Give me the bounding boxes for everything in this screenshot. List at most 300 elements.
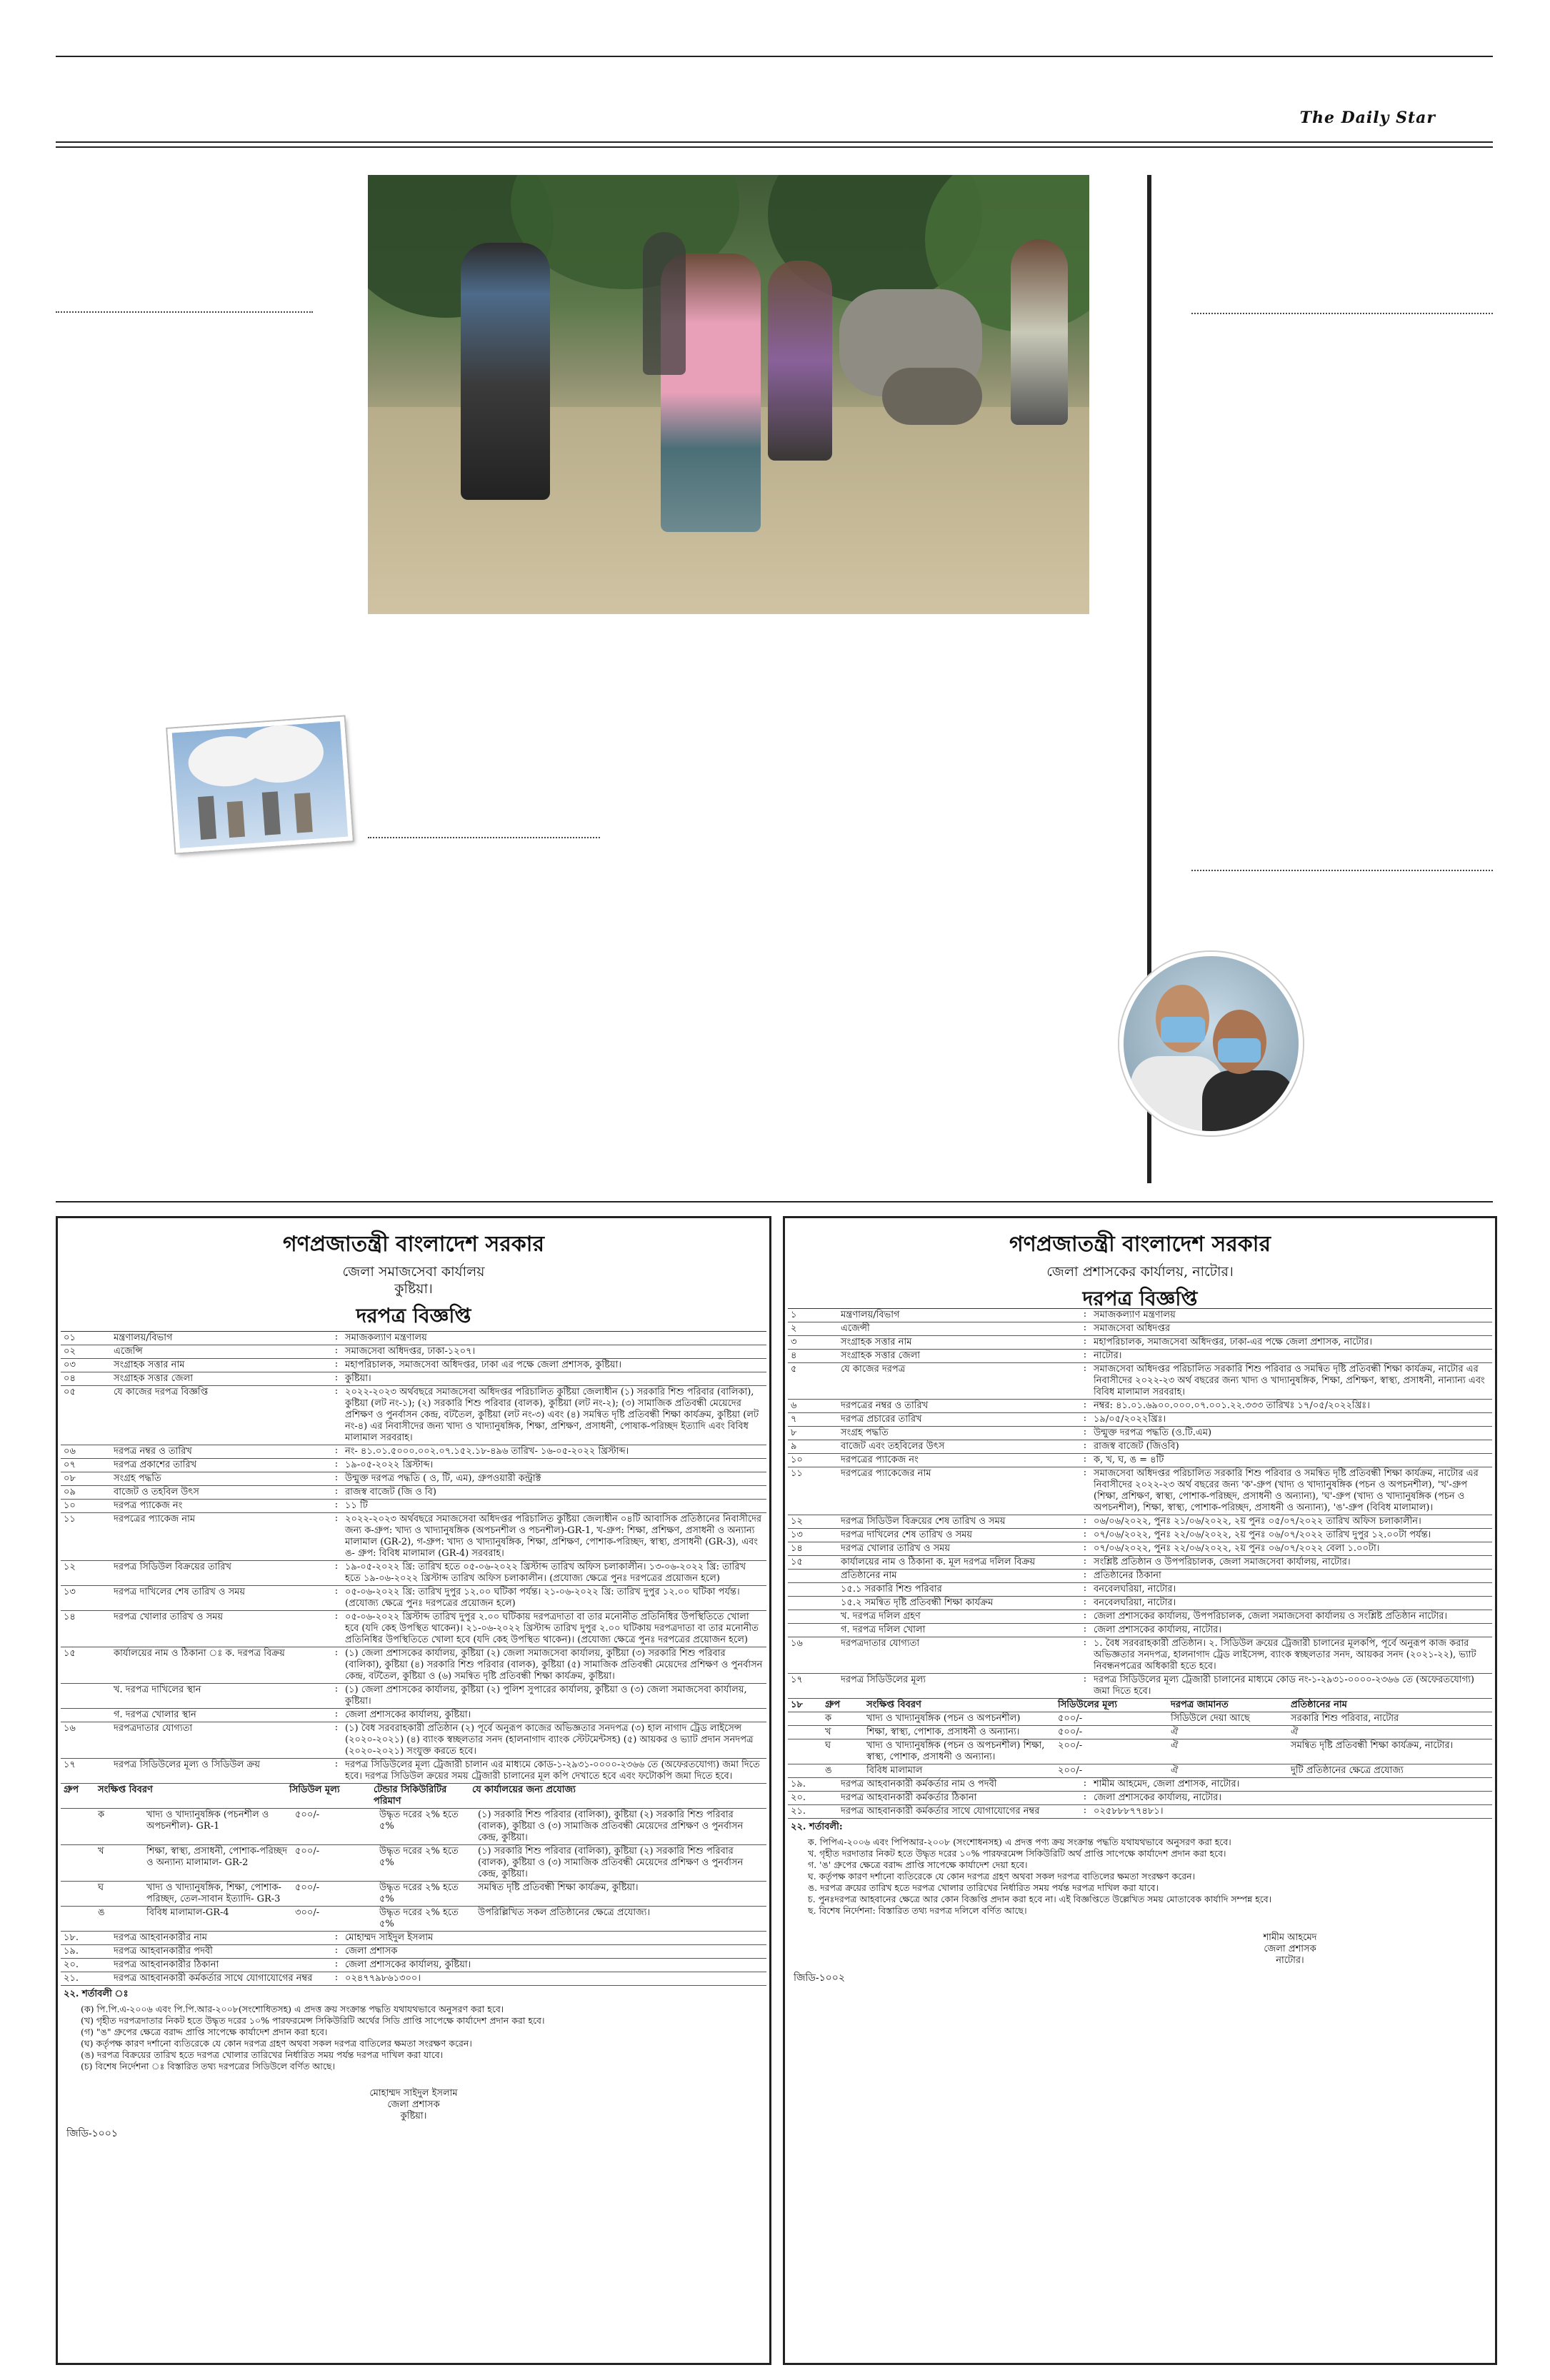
row-label: দরপত্র দাখিলের শেষ তারিখ ও সময় — [841, 1530, 973, 1540]
group-row — [61, 1845, 766, 1882]
row-separator: : — [334, 1611, 339, 1622]
row-number: ১৩ — [791, 1530, 803, 1540]
newspaper-logo: The Daily Star — [1299, 109, 1436, 127]
row-label: সংগ্রাহক সত্তার নাম — [841, 1337, 912, 1347]
row-separator: : — [1083, 1363, 1087, 1374]
tender-notice-kushtia — [56, 1216, 771, 2365]
row-number — [788, 1583, 838, 1596]
table-row — [61, 1386, 766, 1445]
row-value: দরপত্র সিডিউলের মূল্য ট্রেজারী চালান এর মাধ্যমে কোড-১-২৯৩১-০০০০-২৩৬৬ তে (অফেরতযোগ্য) জমা দিতে হবে। দরপত্র সিডিউল ক্রয়ের সময় ট্রেজারী চালানের মূল কপি দেখাতে হবে এবং ফটোকপি জমা দিতে হবে। — [345, 1759, 760, 1782]
table-row — [61, 1586, 766, 1611]
group-cell-s: ঐ — [1171, 1740, 1179, 1751]
row-label: দরপত্র আহবানকারী কর্মকর্তার সাথে যোগাযোগের নম্বর — [114, 1973, 313, 1984]
row-separator: : — [1083, 1529, 1087, 1540]
group-row — [788, 1726, 1492, 1739]
row-separator: : — [334, 1709, 339, 1719]
row-separator: : — [1083, 1805, 1087, 1816]
table-row — [788, 1597, 1492, 1610]
row-value: নাটোর। — [1094, 1350, 1122, 1361]
group-cell-s: উদ্ধৃত দরের ২% হতে ৫% — [379, 1809, 459, 1832]
group-cell-s: ঐ — [1171, 1727, 1179, 1737]
row-separator: : — [334, 1372, 339, 1383]
group-cell-o: উপরিল্লিখিত সকল প্রতিষ্ঠানের ক্ষেত্রে প্রযোজ্য। — [478, 1907, 651, 1918]
row-separator: : — [334, 1445, 339, 1456]
table-row — [61, 1513, 766, 1561]
row-number: ১০ — [64, 1500, 76, 1511]
row-label: দরপত্র খোলার তারিখ ও সময় — [114, 1612, 224, 1622]
row-value: সমাজকল্যাণ মন্ত্রণালয় — [1094, 1310, 1176, 1320]
row-value: ক, খ, ঘ, ঙ = ৪টি — [1094, 1455, 1164, 1465]
row-label: এজেন্সী — [841, 1323, 870, 1334]
condition-item: (গ) "ঙ" গ্রুপের ক্ষেত্রে বরাদ্দ প্রাপ্তি সাপেক্ষে কার্যাদেশ প্রদান করা হবে। — [81, 2027, 328, 2037]
row-number: ১৩ — [64, 1587, 76, 1597]
row-value: মোহাম্মদ সাইদুল ইসলাম — [345, 1932, 434, 1943]
table-row — [61, 1445, 766, 1459]
row-value: রাজস্ব বাজেট (জিওবি) — [1094, 1441, 1179, 1452]
row-value: জেলা প্রশাসকের কার্যালয়, কুষ্টিয়া। — [345, 1959, 471, 1970]
group-cell-o: সমন্বিত দৃষ্টি প্রতিবন্ধী শিক্ষা কার্যক্রম, কুষ্টিয়া। — [478, 1882, 639, 1893]
table-row — [788, 1674, 1492, 1699]
row-separator: : — [1083, 1556, 1087, 1567]
row-separator: : — [1083, 1440, 1087, 1451]
row-value: জেলা প্রশাসকের কার্যালয়, উপপরিচালক, জেলা সমাজসেবা কার্যালয় ও সংশ্লিষ্ট প্রতিষ্ঠান নাটোর। — [1094, 1611, 1448, 1622]
row-value: ০৬/০৬/২০২২, পুনঃ ২১/০৬/২০২২, ২য় পুনঃ ০৫/০৭/২০২২ তারিখ অফিস চলাকালীন। — [1094, 1516, 1421, 1527]
tender-title: দরপত্র বিজ্ঞপ্তি — [1082, 1287, 1198, 1310]
row-number — [788, 1597, 838, 1610]
condition-item: (খ) গৃহীত দরপত্রদাতার নিকট হতে উদ্ধৃত দরের ১০% পারফরমেন্স সিকিউরিটি অর্থের সিডি প্রাপ্তি সাপেক্ষে কার্যাদেশ প্রদান করা হবে। — [81, 2015, 545, 2026]
table-row — [788, 1322, 1492, 1336]
table-row — [788, 1454, 1492, 1467]
row-value: ১৯-০৫-২০২২ খ্রি: তারিখ হতে ০৫-০৬-২০২২ খ্রিস্টাব্দ তারিখ অফিস চলাকালীন। ১৩-০৬-২০২২ খ্রি: তারিখ হতে ১৯-০৬-২০২২ খ্রিস্টাব্দ তারিখ অফিস চলাকালীন। (প্রযোজ্য ক্ষেত্রে পুনঃ দরপত্রের প্রয়োজন হলে) — [345, 1562, 746, 1584]
table-row — [61, 1345, 766, 1359]
row-label: কার্যালয়ের নাম ও ঠিকানা ঃ ক. দরপত্র বিক্রয় — [114, 1648, 285, 1659]
row-number: ০৪ — [64, 1373, 76, 1384]
row-separator: : — [334, 1722, 339, 1733]
row-label: দরপত্রের প্যাকেজ নাম — [114, 1514, 196, 1525]
group-cell-o: (১) সরকারি শিশু পরিবার (বালিকা), কুষ্টিয়া (২) সরকারি শিশু পরিবার (বালক), কুষ্টিয়া ও (৩) সামাজিক প্রতিবন্ধী মেয়েদের প্রশিক্ষণ ও পুনর্বাসন কেন্দ্র, কুষ্টিয়া। — [478, 1809, 744, 1843]
table-row — [788, 1440, 1492, 1454]
row-number: ১৯. — [64, 1946, 79, 1957]
row-separator: : — [1083, 1637, 1087, 1648]
table-row — [61, 1472, 766, 1486]
group-cell-g: ঘ — [98, 1882, 104, 1893]
top-rule — [56, 56, 1493, 57]
row-number: ১১ — [64, 1514, 76, 1525]
row-number — [61, 1709, 111, 1722]
row-separator: : — [1083, 1610, 1087, 1621]
row-separator: : — [334, 1561, 339, 1572]
row-label: ১৫.১ সরকারি শিশু পরিবার — [841, 1584, 942, 1595]
signature-block — [61, 2088, 766, 2122]
group-cell-o: সরকারি শিশু পরিবার, নাটোর — [1291, 1713, 1399, 1724]
signature-line: কুষ্টিয়া। — [400, 2111, 427, 2122]
row-value: (১) বৈধ সরবরাহকারী প্রতিষ্ঠান (২) পূর্বে অনুরূপ কাজের অভিজ্ঞতার সনদপত্র (৩) হাল নাগাদ ট্রেড লাইসেন্স (২০২০-২০২১) (৪) ব্যাংক স্বচ্ছলতার সনদ (হালনাগাদ ব্যাংক স্টেটমেন্টসহ) (৫) আয়কর ও ভ্যাট প্রদান সনদপত্র (২০২০-২০২১) সংযুক্ত করতে হবে। — [345, 1723, 754, 1757]
table-row — [61, 1332, 766, 1345]
row-number: ০৮ — [64, 1473, 76, 1484]
row-value: ১১ টি — [345, 1500, 368, 1511]
masked-men-portrait — [1119, 952, 1303, 1135]
row-separator: : — [334, 1459, 339, 1470]
row-separator: : — [1083, 1322, 1087, 1333]
row-value: ২০২২-২০২৩ অর্থবছরে সমাজসেবা অধিদপ্তর পরিচালিত কুষ্টিয়া জেলাধীন (১) সরকারি শিশু পরিবার (বালিকা), কুষ্টিয়া (লট নং-১); (২) সরকারি শিশু পরিবার (বালক), কুষ্টিয়া (লট নং-২); (৩) সামাজিক প্রতিবন্ধী মেয়েদের প্রশিক্ষণ ও পুনর্বাসন কেন্দ্র, বটতৈল, কুষ্টিয়া (লট নং-৩) এবং (৪) সমন্বিত দৃষ্টি প্রতিবন্ধী শিক্ষা কার্যক্রম, কুষ্টিয়া (লট নং-৪) এর নিবাসীদের জন্য খাদ্য ও খাদ্যানুষঙ্গিক, শিক্ষা, প্রশিক্ষণ, প্রসাধনী, পোষাক-পরিচ্ছদ ইত্যাদি এবং বিবিধ মালামাল সরবরাহ। — [345, 1387, 759, 1443]
row-number: ১৯. — [791, 1779, 806, 1789]
row-number — [788, 1624, 838, 1637]
row-separator: : — [334, 1386, 339, 1397]
row-separator: : — [334, 1332, 339, 1342]
row-separator: : — [334, 1932, 339, 1942]
group-cell-d: বিবিধ মালামাল — [866, 1765, 923, 1776]
group-cell-p: ৫০০/- — [1058, 1713, 1083, 1724]
conditions-label: ২২. শর্তাবলী ঃ — [64, 1989, 129, 1999]
group-row — [61, 1907, 766, 1932]
row-separator: : — [1083, 1570, 1087, 1580]
row-number — [61, 1684, 111, 1708]
row-separator: : — [1083, 1515, 1087, 1526]
row-separator: : — [1083, 1674, 1087, 1684]
group-header-cell: গ্রুপ — [825, 1699, 841, 1710]
row-number: ১৬ — [791, 1638, 803, 1649]
group-cell-g: ক — [98, 1809, 105, 1820]
row-separator: : — [1083, 1542, 1087, 1553]
dotted-separator-right-bottom — [1191, 870, 1493, 871]
tender-notice-natore — [783, 1216, 1497, 2365]
row-separator: : — [334, 1647, 339, 1658]
row-value: (১) জেলা প্রশাসকের কার্যালয়, কুষ্টিয়া (২) পুলিশ সুপারের কার্যালয়, কুষ্টিয়া ও (৩) জেলা সমাজসেবা কার্যালয়, কুষ্টিয়া। — [345, 1684, 747, 1707]
masthead-rule-1 — [56, 141, 1493, 143]
group-cell-d: খাদ্য ও খাদ্যানুষঙ্গিক (পচনশীল ও অপচনশীল)- GR-1 — [146, 1809, 269, 1832]
table-row — [788, 1515, 1492, 1529]
signature-line: জেলা প্রশাসক — [387, 2099, 440, 2110]
row-label: দরপত্র আহবানকারী কর্মকর্তার সাথে যোগাযোগের নম্বর — [841, 1806, 1040, 1817]
row-value: মহাপরিচালক, সমাজসেবা অধিদপ্তর, ঢাকা এর পক্ষে জেলা প্রশাসক, কুষ্টিয়া। — [345, 1360, 621, 1370]
group-cell-p: ৫০০/- — [295, 1846, 320, 1857]
group-row — [61, 1882, 766, 1907]
row-value: সমাজকল্যাণ মন্ত্রণালয় — [345, 1332, 427, 1343]
row-label: সংগ্রাহক সত্তার জেলা — [841, 1350, 921, 1361]
group-cell-d: বিবিধ মালামাল-GR-4 — [146, 1907, 229, 1918]
table-row — [788, 1610, 1492, 1624]
group-cell-p: ৫০০/- — [1058, 1727, 1083, 1737]
condition-item: ঙ. দরপত্র ক্রয়ের তারিখ হতে দরপত্র খোলার তারিখের নির্ধারিত সময় পর্যন্ত দরপত্র দাখিল করা যাবে। — [808, 1882, 1159, 1893]
row-label: গ. দরপত্র দলিল খোলা — [841, 1625, 926, 1635]
group-cell-p: ৩০০/- — [295, 1907, 320, 1918]
row-label: দরপত্রের নম্বর ও তারিখ — [841, 1400, 929, 1411]
row-number: ০৭ — [64, 1460, 76, 1470]
row-separator: : — [334, 1959, 339, 1969]
dotted-separator-right-top — [1191, 313, 1493, 314]
table-row — [61, 1722, 766, 1759]
table-row — [788, 1529, 1492, 1542]
table-row — [61, 1372, 766, 1386]
condition-item: খ. গৃহীত দরদাতার নিকট হতে উদ্ধৃত দরের ১০% পারফরমেন্স সিকিউরিটি অর্থ প্রাপ্তি সাপেক্ষে কার্যাদেশ প্রদান করা হবে। — [808, 1848, 1226, 1859]
row-label: দরপত্রদাতার যোগ্যতা — [841, 1638, 920, 1649]
group-cell-g: ঘ — [825, 1740, 831, 1751]
row-label: দরপত্র দাখিলের শেষ তারিখ ও সময় — [114, 1587, 246, 1597]
row-value: নম্বর: ৪১.০১.৬৯০০.০০০.০৭.০০১.২২.৩৩৩ তারিখঃ ১৭/০৫/২০২২খ্রিঃ। — [1094, 1400, 1370, 1411]
row-number: ২১. — [64, 1973, 79, 1984]
row-label: সংগ্রাহক সত্তার নাম — [114, 1360, 185, 1370]
table-row — [788, 1400, 1492, 1413]
row-number: ৮ — [791, 1427, 797, 1438]
row-separator: : — [1083, 1400, 1087, 1410]
row-value: প্রতিষ্ঠানের ঠিকানা — [1094, 1570, 1161, 1581]
row-label: দরপত্র সিডিউল বিক্রয়ের শেষ তারিখ ও সময় — [841, 1516, 1006, 1527]
group-cell-d: খাদ্য ও খাদ্যানুষঙ্গিক (পচন ও অপচনশীল) — [866, 1713, 1021, 1724]
condition-item: চ. পুনঃদরপত্র আহবানের ক্ষেত্রে আর কোন বিজ্ঞপ্তি প্রদান করা হবে না। এই বিজ্ঞপ্তিতে উল্লেখিত সময় মোতাবেক কার্যাদি সম্পন্ন হবে। — [808, 1894, 1272, 1904]
signature-line: শামীম আহমেদ — [1263, 1932, 1317, 1943]
row-separator: : — [1083, 1413, 1087, 1424]
table-row — [788, 1309, 1492, 1322]
row-label: সংগ্রহ পদ্ধতি — [841, 1427, 889, 1438]
power-plant-photo — [167, 717, 353, 853]
table-row — [788, 1583, 1492, 1597]
row-number — [788, 1610, 838, 1623]
group-cell-d: খাদ্য ও খাদ্যানুষঙ্গিক, শিক্ষা, পোশাক-পরিচ্ছদ, তেল-সাবান ইত্যাদি- GR-3 — [146, 1882, 281, 1904]
row-separator: : — [1083, 1309, 1087, 1320]
row-label: দরপত্র সিডিউল বিক্রয়ের তারিখ — [114, 1562, 231, 1572]
row-value: সংশ্লিষ্ট প্রতিষ্ঠান ও উপপরিচালক, জেলা সমাজসেবা কার্যালয়, নাটোর। — [1094, 1557, 1351, 1567]
tender-header: গণপ্রজাতন্ত্রী বাংলাদেশ সরকার — [1009, 1232, 1271, 1257]
table-row — [61, 1359, 766, 1372]
row-value: ০৭/০৬/২০২২, পুনঃ ২২/০৬/২০২২, ২য় পুনঃ ০৬/০৭/২০২২ বেলা ১.০০টা। — [1094, 1543, 1380, 1554]
group-cell-p: ২০০/- — [1058, 1765, 1083, 1776]
table-row — [788, 1413, 1492, 1427]
row-separator: : — [334, 1513, 339, 1524]
table-row — [788, 1570, 1492, 1583]
group-cell-o: (১) সরকারি শিশু পরিবার (বালিকা), কুষ্টিয়া (২) সরকারি শিশু পরিবার (বালক), কুষ্টিয়া ও (৩) সামাজিক প্রতিবন্ধী মেয়েদের প্রশিক্ষণ ও পুনর্বাসন কেন্দ্র, কুষ্টিয়া। — [478, 1846, 744, 1879]
row-number: ১১ — [791, 1468, 803, 1479]
table-row — [788, 1427, 1492, 1440]
row-value: বনবেলঘরিয়া, নাটোর। — [1094, 1584, 1176, 1595]
row-separator: : — [1083, 1427, 1087, 1437]
group-row — [61, 1809, 766, 1845]
table-row — [788, 1805, 1492, 1819]
row-label: দরপত্র আহবানকারীর ঠিকানা — [114, 1959, 219, 1970]
row-label: মন্ত্রণালয়/বিভাগ — [841, 1310, 900, 1320]
row-value: (১) জেলা প্রশাসকের কার্যালয়, কুষ্টিয়া (২) জেলা সমাজসেবা কার্যালয়, কুষ্টিয়া (৩) সরকারি শিশু পরিবার (বালিকা), কুষ্টিয়া (৪) সরকারি শিশু পরিবার (বালক), কুষ্টিয়া (৫) সামাজিক প্রতিবন্ধী মেয়েদের প্রশিক্ষণ ও পুনর্বাসন কেন্দ্র, বটতৈল, কুষ্টিয়া ও (৬) সমন্বিত দৃষ্টি প্রতিবন্ধী শিক্ষা কার্যক্রম, কুষ্টিয়া। — [345, 1648, 763, 1682]
condition-item: (ঙ) দরপত্র বিক্রয়ের তারিখ হতে দরপত্র খোলার তারিখের নির্ধারিত সময় পর্যন্ত দরপত্র দাখিল করা যাবে। — [81, 2049, 444, 2060]
row-number: ১ — [791, 1310, 797, 1320]
row-value: ০২৫৮৮৮৭৭৪৮১। — [1094, 1806, 1164, 1817]
row-label: দরপত্রদাতার যোগ্যতা — [114, 1723, 193, 1734]
dotted-separator-middle — [368, 837, 600, 838]
row-label: দরপত্র আহবানকারী কর্মকর্তার ঠিকানা — [841, 1792, 977, 1803]
group-row — [788, 1764, 1492, 1778]
row-number: ২ — [791, 1323, 797, 1334]
row-separator: : — [334, 1472, 339, 1483]
row-label: দরপত্র প্যাকেজ নং — [114, 1500, 183, 1511]
row-label: দরপত্রের প্যাকেজ নং — [841, 1455, 919, 1465]
masthead-rule-2 — [56, 146, 1493, 148]
row-number: ১৮. — [64, 1932, 79, 1943]
row-number: ৫ — [791, 1364, 797, 1375]
row-value: সমাজসেবা অধিদপ্তর পরিচালিত সরকারি শিশু পরিবার ও সমন্বিত দৃষ্টি প্রতিবন্ধী শিক্ষা কার্যক্রম, নাটোর এর নিবাসীদের ২০২২-২৩ অর্থ বছরের জন্য 'ক'-গ্রুপ (খাদ্য ও খাদ্যানুষঙ্গিক (পচন ও অপচনশীল), 'খ'-গ্রুপ (শিক্ষা, প্রশিক্ষণ, স্বাস্থ্য, পোশাক-পরিচ্ছদ, প্রসাধনী ও অন্যান্য), 'ঘ'-গ্রুপ (খাদ্য ও খাদ্যানুষঙ্গিক (পচন ও অপচনশীল), শিক্ষা, স্বাস্থ্য, পোশাক-পরিচ্ছদ, প্রসাধনী ও অন্যান্য), 'ঙ'-গ্রুপ (বিবিধ মালামাল)। — [1094, 1468, 1479, 1513]
row-number: ১০ — [791, 1455, 803, 1465]
group-cell-blank — [788, 1726, 822, 1739]
row-value: বনবেলঘরিয়া, নাটোর। — [1094, 1597, 1176, 1608]
row-label: গ. দরপত্র খোলার স্থান — [114, 1709, 196, 1720]
tender-office: জেলা সমাজসেবা কার্যালয় — [342, 1264, 485, 1280]
row-value: ০২৪৭৭৯৮৬১৩০০। — [345, 1973, 421, 1984]
group-cell-blank — [61, 1845, 95, 1881]
group-cell-o: সমন্বিত দৃষ্টি প্রতিবন্ধী শিক্ষা কার্যক্রম, নাটোর। — [1291, 1740, 1454, 1751]
row-label: যে কাজের দরপত্র — [841, 1364, 906, 1375]
row-number: ১৭ — [64, 1759, 76, 1770]
group-header-cell: দরপত্র জামানত — [1171, 1699, 1229, 1710]
group-cell-s: উদ্ধৃত দরের ২% হতে ৫% — [379, 1846, 459, 1868]
row-value: কুষ্টিয়া। — [345, 1373, 371, 1384]
row-value: নং- ৪১.০১.৫০০০.০০২.০৭.১৫২.১৮-৪৯৬ তারিখ- ১৬-০৫-২০২২ খ্রিস্টাব্দ। — [345, 1446, 629, 1457]
table-row — [61, 1759, 766, 1784]
table-row — [788, 1556, 1492, 1570]
row-label: দরপত্র প্রচারের তারিখ — [841, 1414, 922, 1425]
row-number: ১২ — [791, 1516, 803, 1527]
group-cell-blank — [61, 1882, 95, 1906]
table-row — [61, 1932, 766, 1945]
row-value: জেলা প্রশাসকের কার্যালয়, নাটোর। — [1094, 1792, 1221, 1803]
row-separator: : — [334, 1345, 339, 1356]
row-number: ২১. — [791, 1806, 806, 1817]
row-number: ১৬ — [64, 1723, 76, 1734]
row-number: ৭ — [791, 1414, 797, 1425]
row-number: ১৫ — [791, 1557, 803, 1567]
group-header-cell: সংক্ষিপ্ত বিবরণ — [866, 1699, 921, 1710]
row-number: ২০. — [791, 1792, 806, 1803]
table-row — [61, 1709, 766, 1722]
row-label: এজেন্সি — [114, 1346, 143, 1357]
row-label: প্রতিষ্ঠানের নাম — [841, 1570, 897, 1581]
group-cell-g: ক — [825, 1713, 832, 1724]
group-cell-g: খ — [825, 1727, 831, 1737]
row-separator: : — [334, 1972, 339, 1983]
row-number: ০৫ — [64, 1387, 76, 1397]
row-separator: : — [1083, 1336, 1087, 1347]
row-label: সংগ্রহ পদ্ধতি — [114, 1473, 161, 1484]
row-separator: : — [1083, 1597, 1087, 1607]
group-cell-g: ঙ — [825, 1765, 832, 1776]
group-header-cell: প্রতিষ্ঠানের নাম — [1291, 1699, 1347, 1710]
group-row — [788, 1712, 1492, 1726]
table-row — [61, 1500, 766, 1513]
tender-title: দরপত্র বিজ্ঞপ্তি — [356, 1304, 471, 1327]
group-cell-blank — [788, 1764, 822, 1777]
group-cell-p: ৫০০/- — [295, 1809, 320, 1820]
group-cell-g: খ — [98, 1846, 104, 1857]
condition-item: গ. 'ঙ' গ্রুপের ক্ষেত্রে বরাদ্দ প্রাপ্তি সাপেক্ষে কার্যাদেশ দেয়া হবে। — [808, 1859, 1028, 1870]
row-number: ১৫ — [64, 1648, 76, 1659]
row-value: উন্মুক্ত দরপত্র পদ্ধতি (ও.টি.এম) — [1094, 1427, 1212, 1438]
row-label: দরপত্র আহবানকারীর নাম — [114, 1932, 208, 1943]
row-label: খ. দরপত্র দলিল গ্রহণ — [841, 1611, 921, 1622]
row-label: বাজেট এবং তহবিলের উৎস — [841, 1441, 945, 1452]
table-row — [788, 1792, 1492, 1805]
row-value: জেলা প্রশাসক — [345, 1946, 398, 1957]
tender-header: গণপ্রজাতন্ত্রী বাংলাদেশ সরকার — [283, 1232, 544, 1257]
row-label: মন্ত্রণালয়/বিভাগ — [114, 1332, 173, 1343]
table-row — [788, 1778, 1492, 1792]
row-value: দরপত্র সিডিউলের মূল্য ট্রেজারী চালানের মাধ্যমে কোড নং-১-২৯৩১-০০০০-২৩৬৬ তে (অফেরতযোগ্য) জমা দিতে হবে। — [1094, 1674, 1474, 1697]
group-header-cell: যে কার্যালয়ের জন্য প্রযোজ্য — [472, 1784, 576, 1795]
advert-code: জিডি-১০০১ — [66, 2128, 118, 2139]
row-separator: : — [1083, 1778, 1087, 1789]
row-label: কার্যালয়ের নাম ও ঠিকানা ক. মূল দরপত্র দলিল বিক্রয় — [841, 1557, 1036, 1567]
condition-item: (চ) বিশেষ নির্দেশনা ঃ বিস্তারিত তথ্য দরপত্রের সিডিউলে বর্ণিত আছে। — [81, 2061, 335, 2072]
row-number: ০১ — [64, 1332, 76, 1343]
row-value: ১. বৈধ সরবরাহকারী প্রতিষ্ঠান। ২. সিডিউল ক্রয়ের ট্রেজারী চালানের মূলকপি, পূর্বে অনুরূপ কাজ করার অভিজ্ঞতার সনদপত্র, হালনাগাদ ট্রেড লাইসেন্স, ব্যাংক স্বচ্ছলতার সনদ, আয়কর সনদ (২০২১-২২), ভ্যাট নিবন্ধনপত্রের অধিকারী হতে হবে। — [1094, 1638, 1476, 1672]
row-value: শামীম আহমেদ, জেলা প্রশাসক, নাটোর। — [1094, 1779, 1240, 1789]
group-cell-d: শিক্ষা, স্বাস্থ্য, পোশাক, প্রসাধনী ও অন্যান্য। — [866, 1727, 1020, 1737]
group-cell-o: ঐ — [1291, 1727, 1299, 1737]
row-number: ১৪ — [791, 1543, 803, 1554]
row-value: ১৯-০৫-২০২২ খ্রিস্টাব্দ। — [345, 1460, 434, 1470]
row-label: সংগ্রাহক সত্তার জেলা — [114, 1373, 194, 1384]
group-cell-s: সিডিউলে দেয়া আছে — [1171, 1713, 1250, 1724]
signature-line: মোহাম্মদ সাইদুল ইসলাম — [369, 2088, 458, 2099]
row-separator: : — [1083, 1624, 1087, 1635]
row-separator: : — [334, 1684, 339, 1694]
row-label: দরপত্র খোলার তারিখ ও সময় — [841, 1543, 951, 1554]
row-value: ০৭/০৬/২০২২, পুনঃ ২২/০৬/২০২২, ২য় পুনঃ ০৬/০৭/২০২২ তারিখ দুপুর ১২.০০টা পর্যন্ত। — [1094, 1530, 1431, 1540]
flood-photo — [368, 175, 1089, 614]
row-number: ৬ — [791, 1400, 797, 1411]
row-label: দরপত্র আহবানকারীর পদবী — [114, 1946, 213, 1957]
tender-table — [788, 1308, 1492, 1989]
table-row — [61, 1647, 766, 1684]
table-row — [61, 1945, 766, 1959]
row-number: ৪ — [791, 1350, 797, 1361]
row-separator: : — [334, 1945, 339, 1956]
tender-office: জেলা প্রশাসকের কার্যালয়, নাটোর। — [1046, 1264, 1234, 1280]
row-value: মহাপরিচালক, সমাজসেবা অধিদপ্তর, ঢাকা-এর পক্ষে জেলা প্রশাসক, নাটোর। — [1094, 1337, 1372, 1347]
table-row — [61, 1486, 766, 1500]
group-cell-s: উদ্ধৃত দরের ২% হতে ৫% — [379, 1882, 459, 1904]
table-row — [788, 1336, 1492, 1350]
table-row — [788, 1467, 1492, 1515]
row-separator: : — [334, 1486, 339, 1497]
row-value: জেলা প্রশাসকের কার্যালয়, কুষ্টিয়া। — [345, 1709, 471, 1720]
row-label: দরপত্র আহবানকারী কর্মকর্তার নাম ও পদবী — [841, 1779, 997, 1789]
row-value: সমাজসেবা অধিদপ্তর — [1094, 1323, 1171, 1334]
group-cell-d: খাদ্য ও খাদ্যানুষঙ্গিক (পচন ও অপচনশীল) শিক্ষা, স্বাস্থ্য, পোশাক, প্রসাধনী ও অন্যান্য। — [866, 1740, 1045, 1762]
row-separator: : — [334, 1500, 339, 1510]
group-header-cell: টেন্ডার সিকিউরিটির পরিমাণ — [374, 1784, 447, 1807]
row-separator: : — [1083, 1454, 1087, 1465]
table-row — [61, 1959, 766, 1972]
group-row — [788, 1739, 1492, 1764]
group-cell-s: ঐ — [1171, 1765, 1179, 1776]
condition-item: ঘ. কর্তৃপক্ষ কারণ দর্শানো ব্যতিরেকে যে কোন দরপত্র গ্রহণ অথবা সকল দরপত্র বাতিলের ক্ষমতা সংরক্ষণ করেন। — [808, 1871, 1196, 1882]
row-value: ১৯/০৫/২০২২খ্রিঃ। — [1094, 1414, 1166, 1425]
row-separator: : — [334, 1759, 339, 1769]
group-cell-blank — [788, 1712, 822, 1725]
dotted-separator-left — [56, 311, 313, 313]
table-row — [788, 1624, 1492, 1637]
row-separator: : — [1083, 1467, 1087, 1478]
row-label: দরপত্র নম্বর ও তারিখ — [114, 1446, 192, 1457]
row-label: দরপত্র সিডিউলের মূল্য ও সিডিউল ক্রয় — [114, 1759, 260, 1770]
row-number: ১৭ — [791, 1674, 803, 1685]
row-label: বাজেট ও তহবিল উৎস — [114, 1487, 199, 1497]
row-value: ২০২২-২০২৩ অর্থবছরে সমাজসেবা অধিদপ্তর পরিচালিত কুষ্টিয়া জেলাধীন ০৪টি আবাসিক প্রতিষ্ঠানের নিবাসীদের জন্য ক-গ্রুপ: খাদ্য ও খাদ্যানুষঙ্গিক (অপচনশীল ও পচনশীল)-GR-1, খ-গ্রুপ: শিক্ষা, প্রশিক্ষণ, প্রসাধনী ও অন্যান্য মালামাল (GR-2), গ-গ্রুপ: খাদ্য ও খাদ্যানুষঙ্গিক, শিক্ষা, প্রশিক্ষণ, পোশাক-পরিচ্ছদ, স্বাস্থ্য, প্রসাধনী (GR-3), এবং ঙ- গ্রুপ: বিবিধ মালামাল (GR-4) সরবরাহ। — [345, 1514, 762, 1559]
tender-district: কুষ্টিয়া। — [394, 1281, 433, 1297]
table-row — [788, 1542, 1492, 1556]
group-cell-o: দুটি প্রতিষ্ঠানের ক্ষেত্রে প্রযোজ্য — [1291, 1765, 1404, 1776]
table-row — [61, 1459, 766, 1472]
row-value: ০৫-০৬-২০২২ খ্রি: তারিখ দুপুর ১২.০০ ঘটিকা পর্যন্ত। ২১-০৬-২০২২ খ্রি: তারিখ দুপুর ১২.০০ ঘটিকা পর্যন্ত। (প্রযোজ্য ক্ষেত্রে পুনঃ দরপত্রের প্রয়োজন হলে) — [345, 1587, 740, 1609]
tender-table — [61, 1331, 766, 2145]
group-cell-blank — [788, 1739, 822, 1764]
row-number: ০৩ — [64, 1360, 76, 1370]
